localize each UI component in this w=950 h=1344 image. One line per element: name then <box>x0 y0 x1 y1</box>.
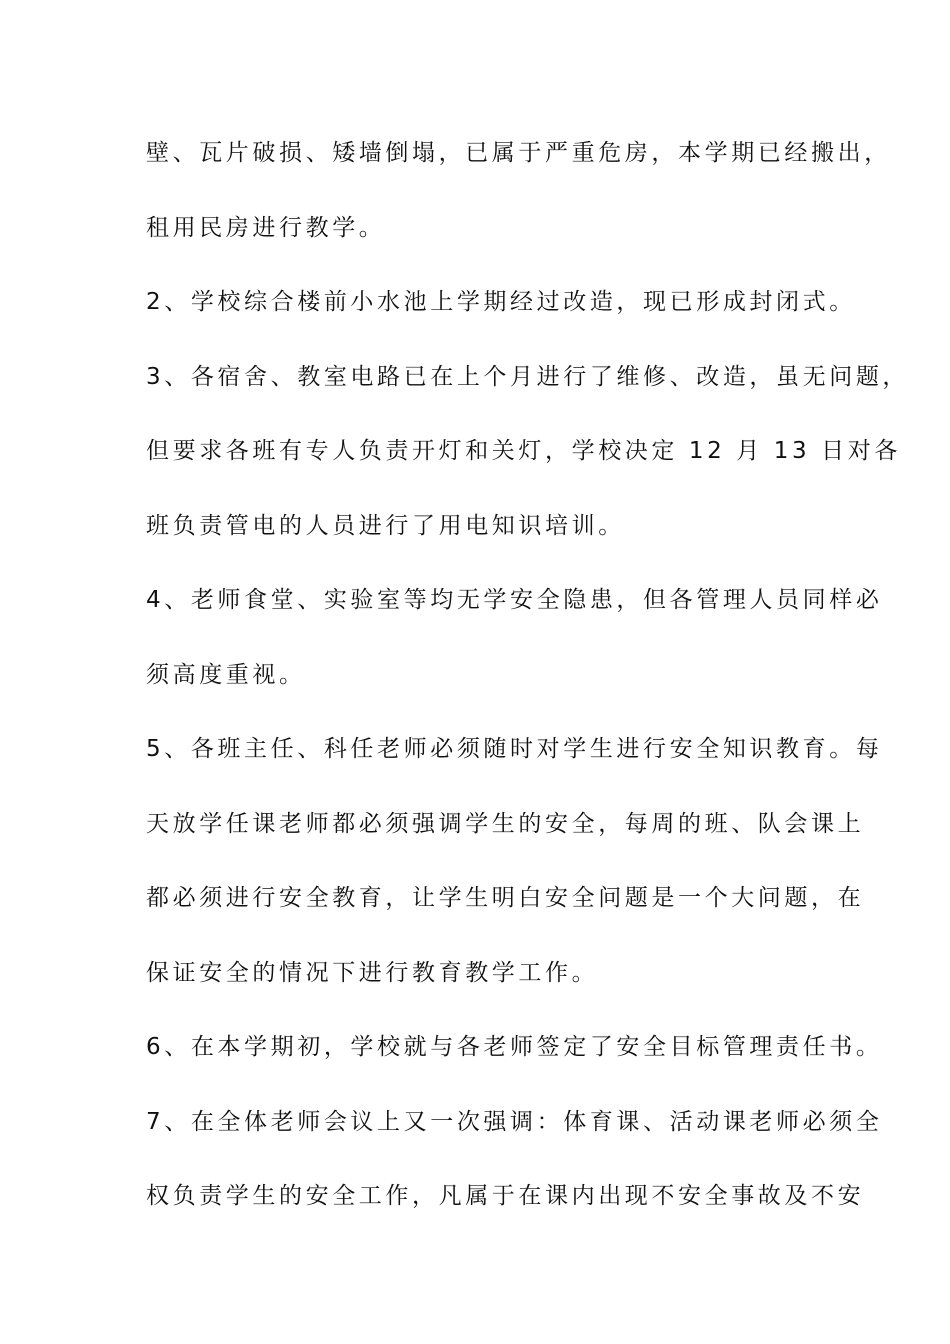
text-line: 2、学校综合楼前小水池上学期经过改造，现已形成封闭式。 <box>146 289 856 315</box>
text-line: 壁、瓦片破损、矮墙倒塌，已属于严重危房，本学期已经搬出， <box>146 140 891 166</box>
text-line: 但要求各班有专人负责开灯和关灯，学校决定 12 月 13 日对各 <box>146 438 901 464</box>
text-line: 6、在本学期初，学校就与各老师签定了安全目标管理责任书。 <box>146 1034 883 1060</box>
text-line: 都必须进行安全教育，让学生明白安全问题是一个大问题，在 <box>146 885 865 911</box>
text-line: 3、各宿舍、教室电路已在上个月进行了维修、改造，虽无问题， <box>146 363 910 390</box>
text-line: 权负责学生的安全工作，凡属于在课内出现不安全事故及不安 <box>146 1183 865 1209</box>
text-line: 须高度重视。 <box>146 661 306 688</box>
text-line: 天放学任课老师都必须强调学生的安全，每周的班、队会课上 <box>146 810 865 837</box>
text-line: 5、各班主任、科任老师必须随时对学生进行安全知识教育。每 <box>146 736 883 762</box>
document-body <box>146 127 910 1245</box>
text-line: 4、老师食堂、实验室等均无学安全隐患，但各管理人员同样必 <box>146 587 883 613</box>
text-line: 保证安全的情况下进行教育教学工作。 <box>146 959 599 986</box>
text-line: 租用民房进行教学。 <box>146 214 386 241</box>
text-line: 班负责管电的人员进行了用电知识培训。 <box>146 512 625 539</box>
text-line: 7、在全体老师会议上又一次强调：体育课、活动课老师必须全 <box>146 1108 883 1135</box>
